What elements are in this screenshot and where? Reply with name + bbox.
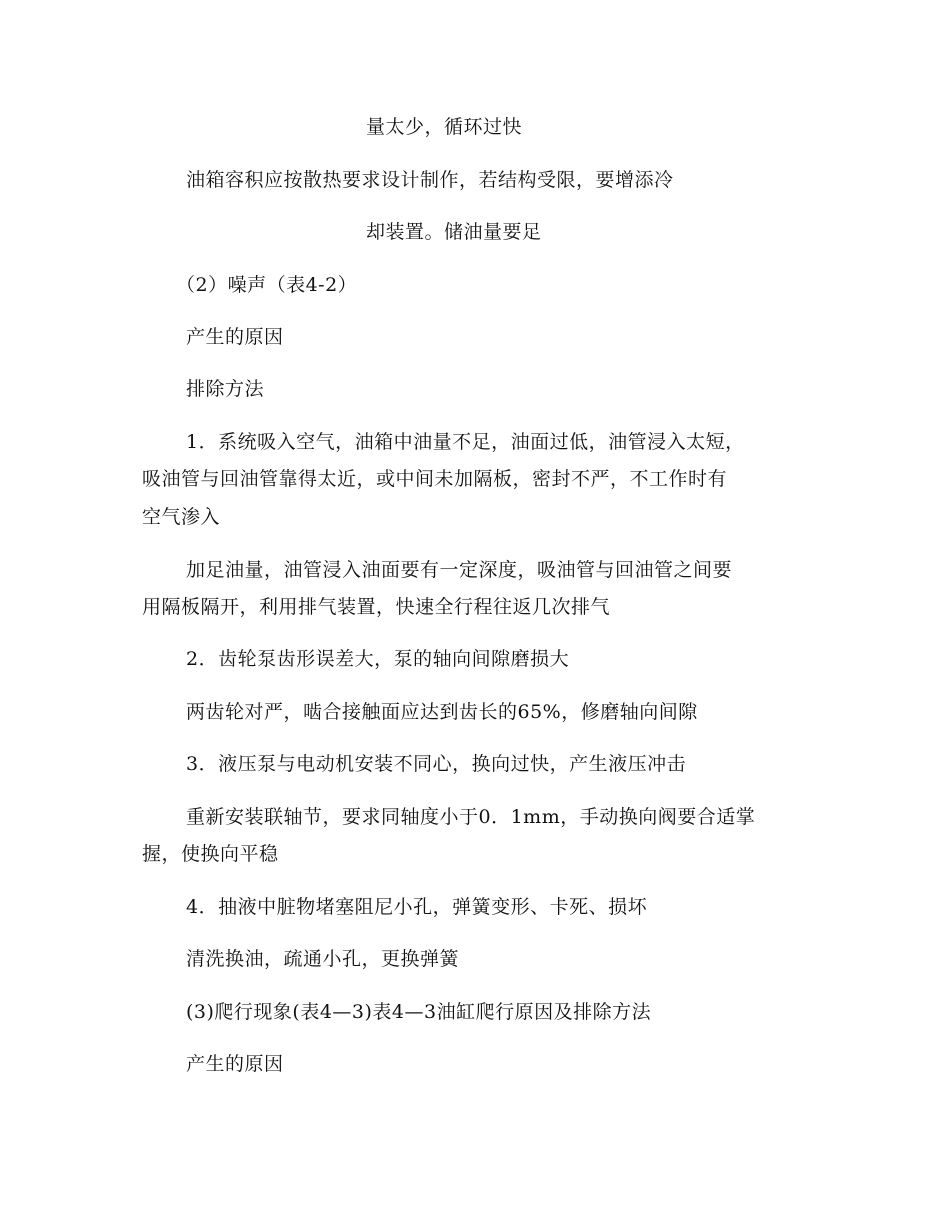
text-line-15: 重新安装联轴节，要求同轴度小于0．1mm，手动换向阀要合适掌 (186, 806, 756, 828)
text-line-8: 吸油管与回油管靠得太近，或中间未加隔板，密封不严，不工作时有 (142, 468, 728, 490)
text-line-3: 却装置。储油量要足 (366, 221, 542, 243)
text-line-16: 握，使换向平稳 (142, 843, 279, 865)
text-line-7: 1．系统吸入空气，油箱中油量不足，油面过低，油管浸入太短， (186, 431, 745, 453)
text-line-11: 用隔板隔开，利用排气装置，快速全行程往返几次排气 (142, 596, 611, 618)
text-line-12: 2．齿轮泵齿形误差大，泵的轴向间隙磨损大 (186, 648, 570, 670)
text-line-2: 油箱容积应按散热要求设计制作，若结构受限，要增添冷 (186, 169, 674, 191)
text-line-10: 加足油量，油管浸入油面要有一定深度，吸油管与回油管之间要 (186, 559, 733, 581)
section-heading-noise: （2）噪声（表4-2） (176, 274, 358, 296)
text-line-14: 3．液压泵与电动机安装不同心，换向过快，产生液压冲击 (186, 753, 687, 775)
text-line-17: 4．抽液中脏物堵塞阻尼小孔，弹簧变形、卡死、损坏 (186, 896, 648, 918)
column-header-cause-2: 产生的原因 (186, 1053, 284, 1075)
text-line-13: 两齿轮对严，啮合接触面应达到齿长的65%，修磨轴向间隙 (186, 701, 698, 723)
section-heading-creeping: (3)爬行现象(表4—3)表4—3油缸爬行原因及排除方法 (186, 1001, 652, 1023)
column-header-cause: 产生的原因 (186, 326, 284, 348)
text-line-18: 清洗换油，疏通小孔，更换弹簧 (186, 948, 460, 970)
text-line-1: 量太少，循环过快 (366, 116, 523, 138)
column-header-remedy: 排除方法 (186, 378, 265, 400)
text-line-9: 空气渗入 (142, 506, 221, 528)
